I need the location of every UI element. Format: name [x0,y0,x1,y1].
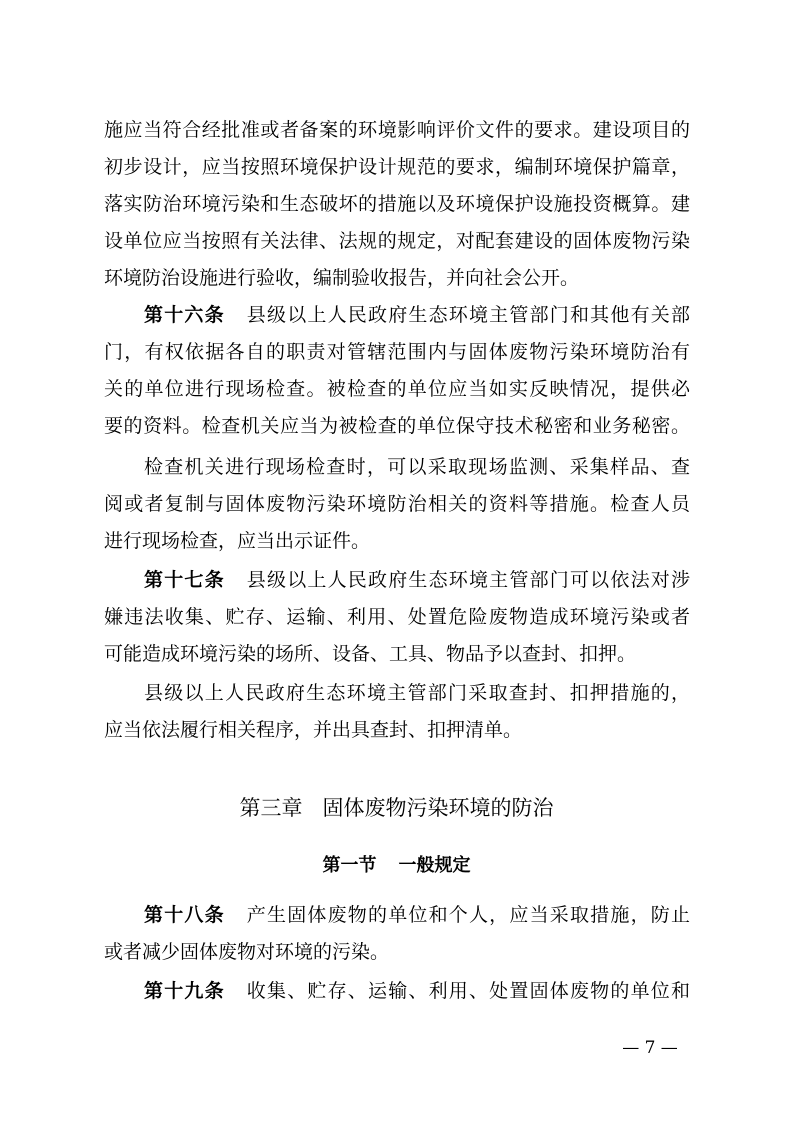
text-line: 检查机关进行现场检查时，可以采取现场监测、采集样品、查 [144,456,690,478]
article-18-label: 第十八条 [144,904,225,926]
chapter-number: 第三章 [239,796,303,820]
text-line: 县级以上人民政府生态环境主管部门和其他有关部 [246,304,690,326]
article-17-label: 第十七条 [144,569,225,591]
text-line: 环境防治设施进行验收，编制验收报告，并向社会公开。 [104,267,580,289]
article-19-first-line [144,973,690,1009]
text-line: 县级以上人民政府生态环境主管部门采取查封、扣押措施的， [144,682,690,704]
text-line: 应当依法履行相关程序，并出具查封、扣押清单。 [104,719,523,741]
section-heading [0,848,793,884]
page-number: — 7 — [622,1038,678,1058]
section-number: 第一节 [322,855,377,876]
article-17-first-line [144,562,690,598]
text-line: 产生固体废物的单位和个人，应当采取措施，防止 [246,904,690,926]
text-line: 设单位应当按照有关法律、法规的规定，对配套建设的固体废物污染 [104,230,690,252]
text-line: 阅或者复制与固体废物污染环境防治相关的资料等措施。检查人员 [104,493,690,515]
text-line: 收集、贮存、运输、利用、处置固体废物的单位和 [246,980,690,1002]
text-line: 门，有权依据各自的职责对管辖范围内与固体废物污染环境防治有 [104,341,690,363]
chapter-title: 固体废物污染环境的防治 [322,796,554,820]
text-line: 落实防治环境污染和生态破坏的措施以及环境保护设施投资概算。建 [104,193,690,215]
article-19-label: 第十九条 [144,980,225,1002]
text-line: 嫌违法收集、贮存、运输、利用、处置危险废物造成环境污染或者 [104,606,690,628]
text-line: 要的资料。检查机关应当为被检查的单位保守技术秘密和业务秘密。 [104,415,690,437]
text-line: 进行现场检查，应当出示证件。 [104,530,371,552]
text-line: 县级以上人民政府生态环境主管部门可以依法对涉 [246,569,690,591]
article-18-first-line [144,897,690,933]
section-title: 一般规定 [398,855,471,876]
text-line: 或者减少固体废物对环境的污染。 [104,941,390,963]
text-line: 关的单位进行现场检查。被检查的单位应当如实反映情况，提供必 [104,378,690,400]
chapter-heading [0,790,793,826]
text-line: 施应当符合经批准或者备案的环境影响评价文件的要求。建设项目的 [104,119,690,141]
text-line: 可能造成环境污染的场所、设备、工具、物品予以查封、扣押。 [104,643,637,665]
text-line: 初步设计，应当按照环境保护设计规范的要求，编制环境保护篇章， [104,156,690,178]
article-16-label: 第十六条 [144,304,225,326]
article-16-first-line [144,297,690,333]
